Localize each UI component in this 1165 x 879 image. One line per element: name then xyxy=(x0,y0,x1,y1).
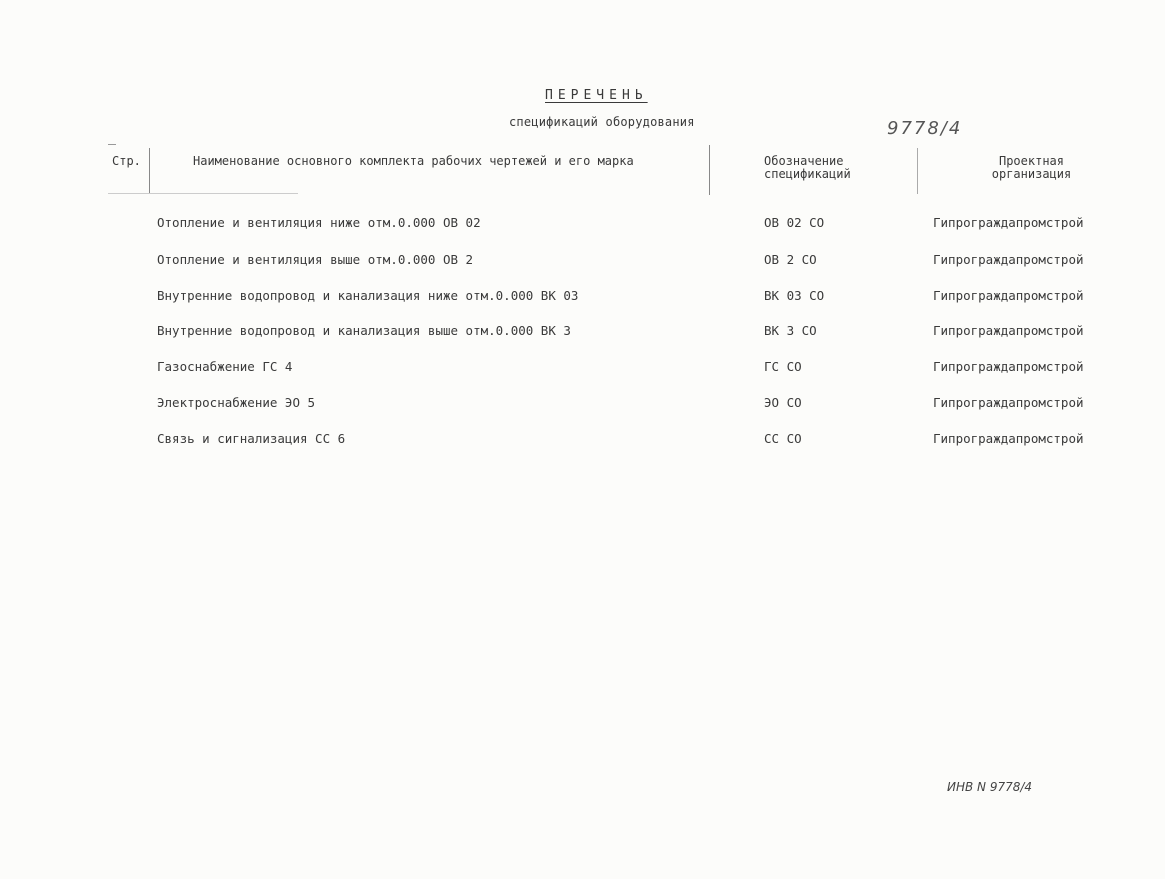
row-name: Отопление и вентиляция ниже отм.0.000 ОВ 02 xyxy=(157,215,481,230)
document-title: ПЕРЕЧЕНЬ xyxy=(545,88,648,103)
document-subtitle: спецификаций оборудования xyxy=(509,115,695,129)
row-name: Связь и сигнализация СС 6 xyxy=(157,431,346,446)
column-header-name: Наименование основного комплекта рабочих чертежей и его марка xyxy=(193,154,634,168)
row-org: Гипрограждапромстрой xyxy=(933,323,1084,338)
row-spec: СС СО xyxy=(764,431,802,446)
row-name: Отопление и вентиляция выше отм.0.000 ОВ 2 xyxy=(157,252,474,267)
inventory-number: ИНВ N 9778/4 xyxy=(947,780,1033,794)
row-spec: ВК 03 СО xyxy=(764,288,825,303)
handwritten-code: 9778/4 xyxy=(887,118,963,139)
column-divider xyxy=(709,145,710,195)
column-divider xyxy=(149,148,150,194)
row-name: Газоснабжение ГС 4 xyxy=(157,359,293,374)
column-divider xyxy=(917,148,918,194)
row-org: Гипрограждапромстрой xyxy=(933,215,1084,230)
column-header-org: Проектная организация xyxy=(991,154,1072,181)
row-spec: ЭО СО xyxy=(764,395,802,410)
row-name: Внутренние водопровод и канализация ниже отм.0.000 ВК 03 xyxy=(157,288,579,303)
row-spec: ОВ 2 СО xyxy=(764,252,817,267)
row-spec: ОВ 02 СО xyxy=(764,215,825,230)
row-org: Гипрограждапромстрой xyxy=(933,431,1084,446)
row-org: Гипрограждапромстрой xyxy=(933,252,1084,267)
header-underline xyxy=(108,193,298,194)
corner-tick xyxy=(108,144,116,145)
column-header-spec: Обозначение спецификаций xyxy=(764,154,851,181)
column-header-page: Стр. xyxy=(112,154,141,168)
row-spec: ГС СО xyxy=(764,359,802,374)
row-org: Гипрограждапромстрой xyxy=(933,288,1084,303)
row-name: Внутренние водопровод и канализация выше отм.0.000 ВК 3 xyxy=(157,323,571,338)
row-name: Электроснабжение ЭО 5 xyxy=(157,395,316,410)
row-spec: ВК 3 СО xyxy=(764,323,817,338)
row-org: Гипрограждапромстрой xyxy=(933,395,1084,410)
row-org: Гипрограждапромстрой xyxy=(933,359,1084,374)
